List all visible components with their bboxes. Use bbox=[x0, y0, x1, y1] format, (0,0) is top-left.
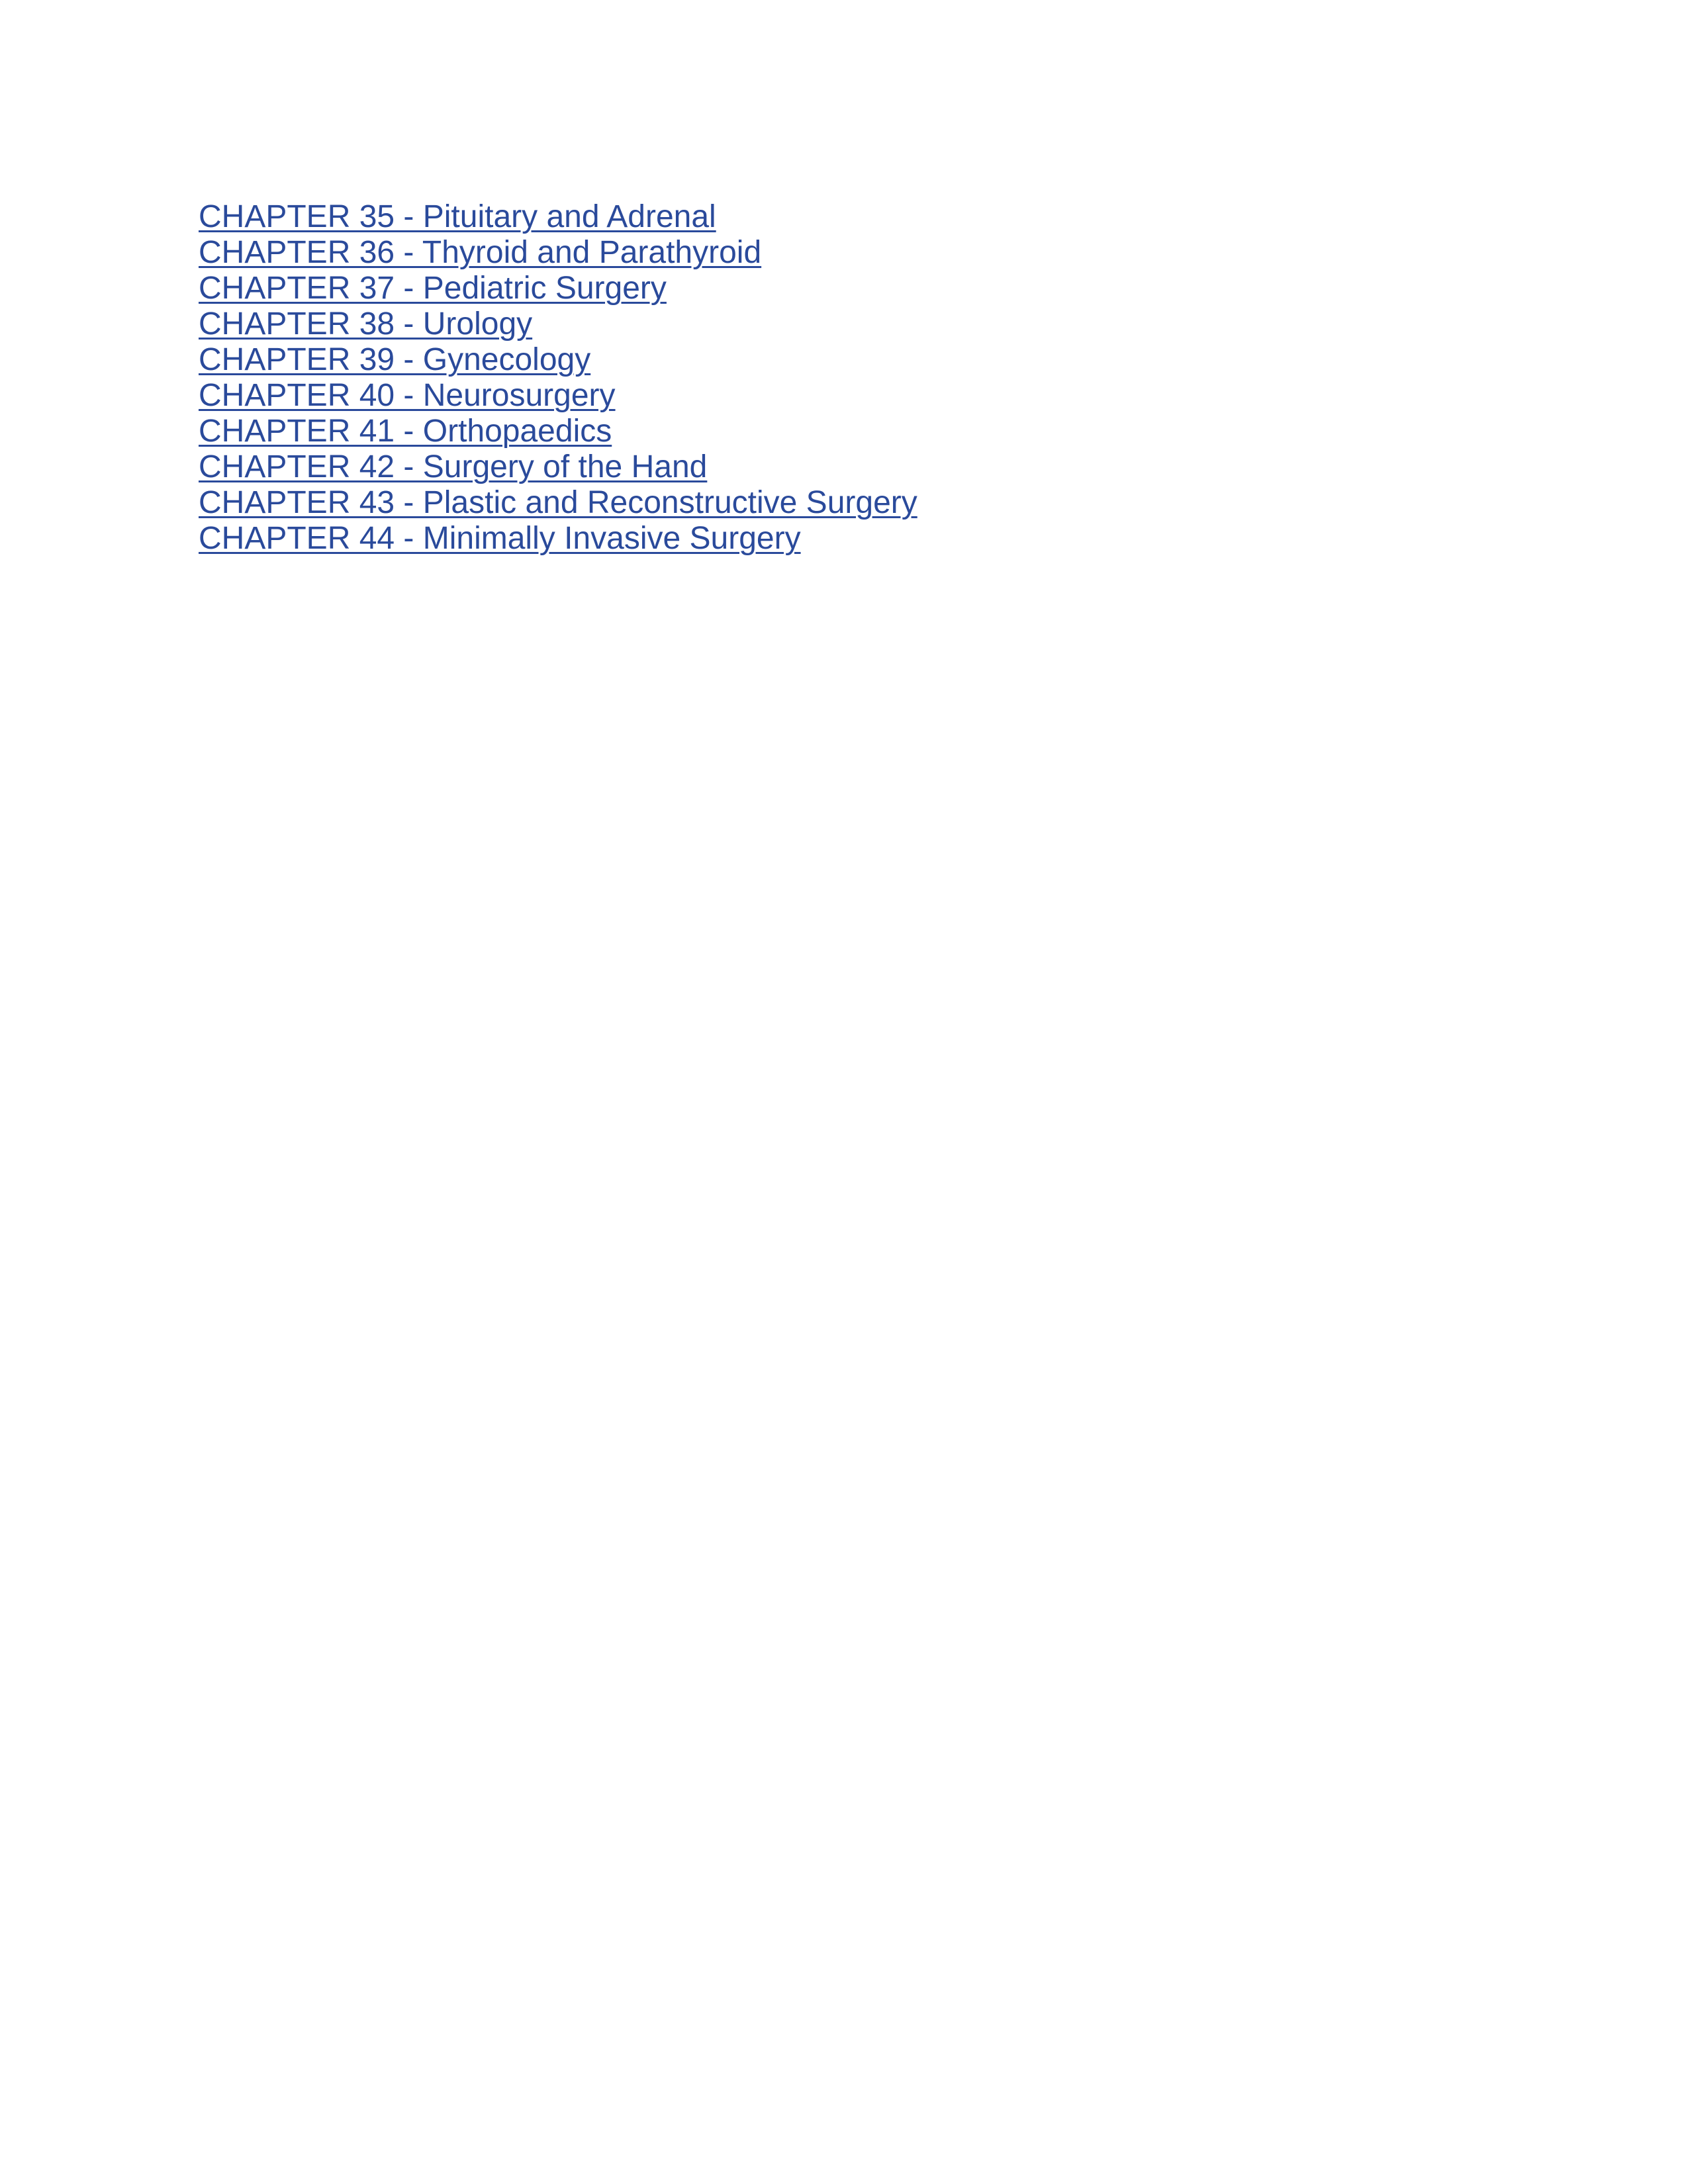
toc-link-chapter-42[interactable]: CHAPTER 42 - Surgery of the Hand bbox=[199, 449, 708, 484]
toc-link-chapter-43[interactable]: CHAPTER 43 - Plastic and Reconstructive Surgery bbox=[199, 485, 917, 520]
toc-link-chapter-41[interactable]: CHAPTER 41 - Orthopaedics bbox=[199, 414, 612, 449]
toc-link-chapter-40[interactable]: CHAPTER 40 - Neurosurgery bbox=[199, 378, 616, 413]
table-of-contents bbox=[199, 199, 917, 557]
toc-link-chapter-37[interactable]: CHAPTER 37 - Pediatric Surgery bbox=[199, 271, 667, 306]
toc-link-chapter-35[interactable]: CHAPTER 35 - Pituitary and Adrenal bbox=[199, 199, 716, 234]
toc-link-chapter-36[interactable]: CHAPTER 36 - Thyroid and Parathyroid bbox=[199, 235, 762, 270]
toc-link-chapter-38[interactable]: CHAPTER 38 - Urology bbox=[199, 306, 533, 341]
toc-link-chapter-39[interactable]: CHAPTER 39 - Gynecology bbox=[199, 342, 591, 377]
toc-link-chapter-44[interactable]: CHAPTER 44 - Minimally Invasive Surgery bbox=[199, 521, 801, 556]
